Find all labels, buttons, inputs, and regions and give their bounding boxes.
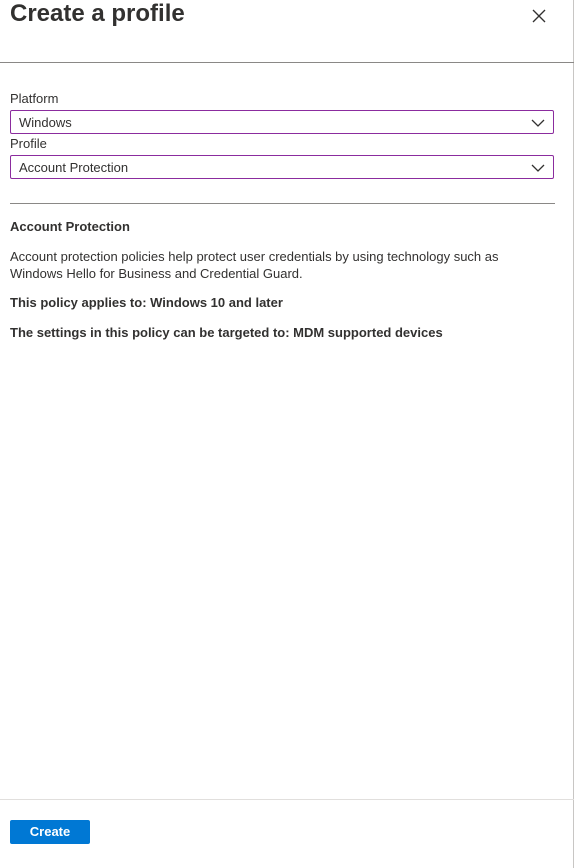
chevron-down-icon	[531, 116, 545, 128]
footer-divider	[0, 799, 574, 800]
close-icon[interactable]	[528, 5, 550, 27]
panel-title: Create a profile	[10, 0, 185, 27]
platform-label: Platform	[10, 91, 59, 106]
profile-dropdown[interactable]	[10, 155, 554, 179]
profile-description: Account protection policies help protect user credentials by using technology such as Windows Hello for Business and Credential Guard.	[10, 249, 499, 281]
section-divider	[10, 203, 555, 204]
targeted-to-text: The settings in this policy can be targeted to: MDM supported devices	[10, 325, 443, 340]
platform-selected-value: Windows	[19, 115, 72, 130]
applies-to-text: This policy applies to: Windows 10 and later	[10, 295, 283, 310]
create-button[interactable]: Create	[10, 820, 90, 844]
profile-description-title: Account Protection	[10, 219, 130, 234]
profile-label: Profile	[10, 136, 47, 151]
chevron-down-icon	[531, 161, 545, 173]
profile-selected-value: Account Protection	[19, 160, 129, 175]
platform-dropdown[interactable]	[10, 110, 554, 134]
header-divider	[0, 62, 574, 63]
